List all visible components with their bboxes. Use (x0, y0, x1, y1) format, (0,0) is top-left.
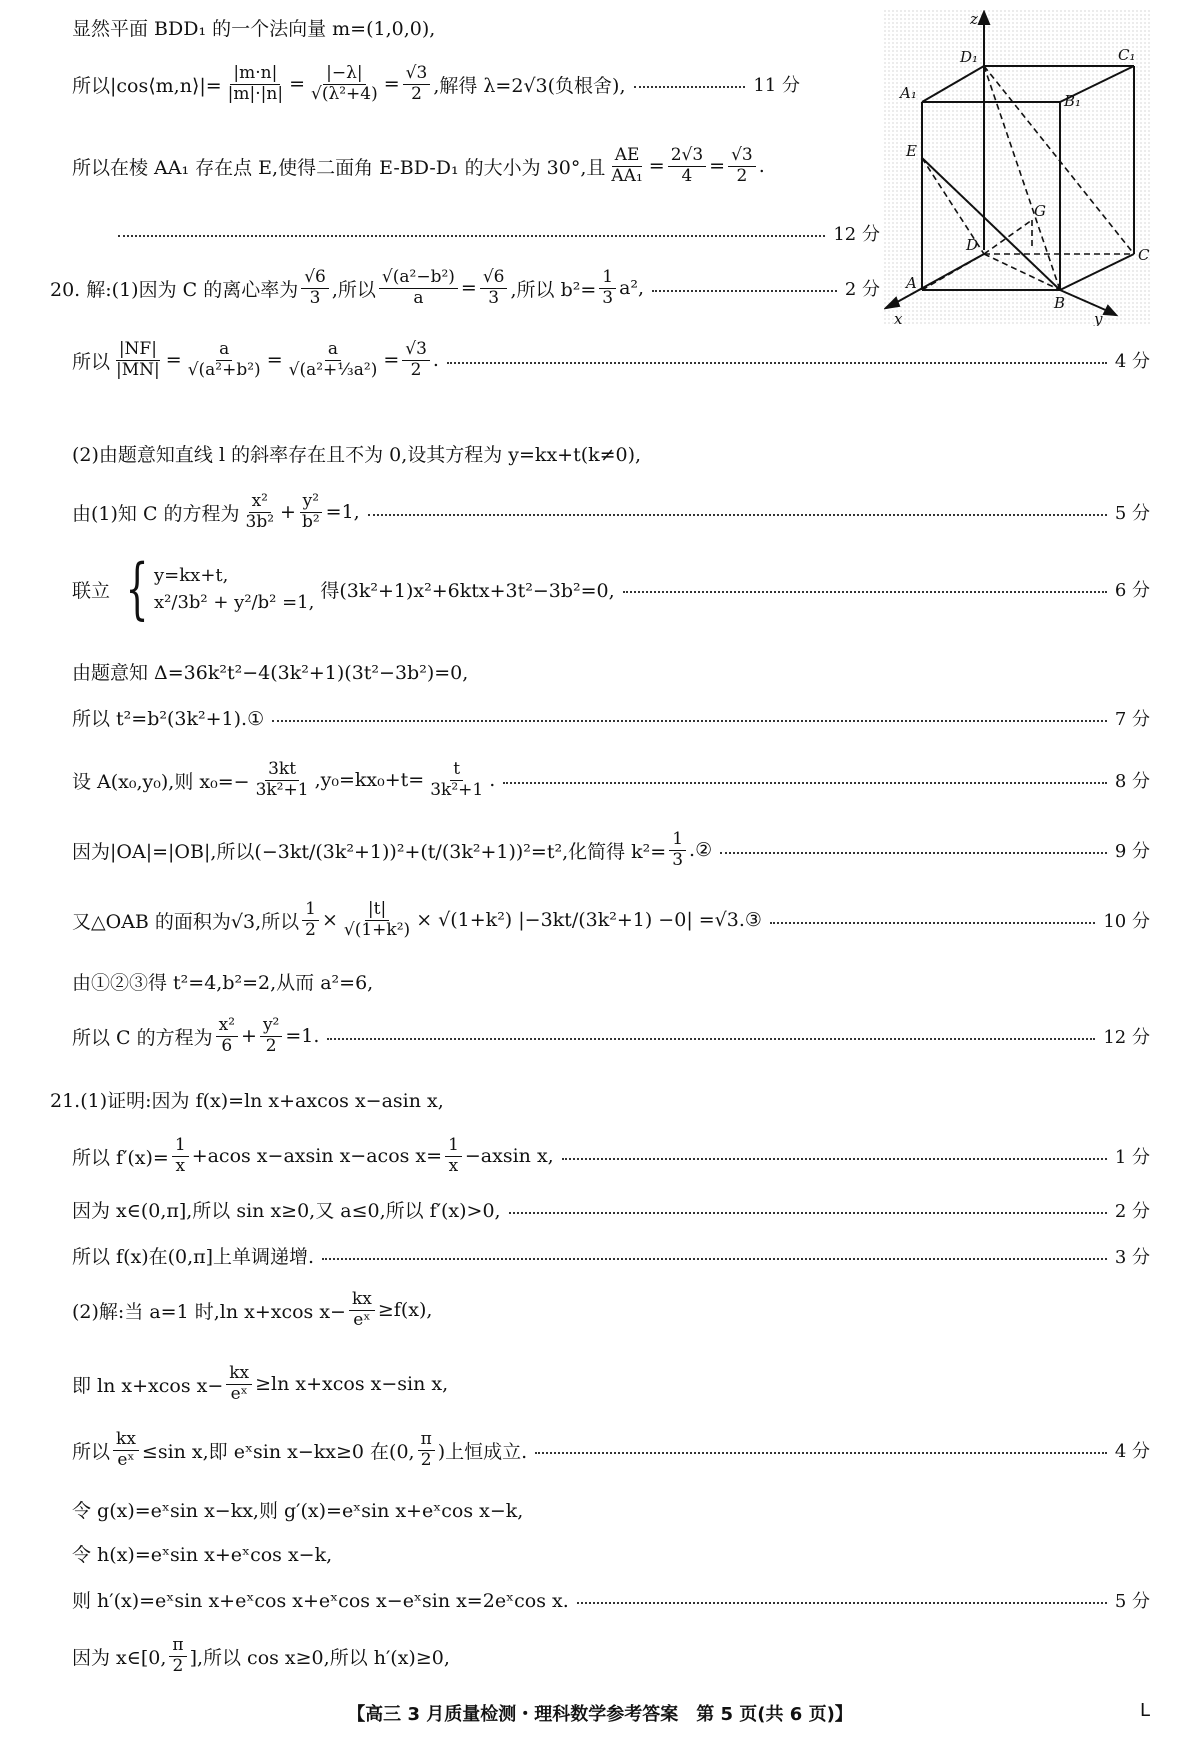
denominator: 3 (309, 287, 321, 308)
numerator: kx (349, 1290, 375, 1311)
line-text: 20. 解:(1)因为 C 的离心率为 (50, 278, 299, 301)
line-tail: × √(1+k²) |−3kt/(3k²+1) −0| =√3.③ (416, 909, 762, 932)
line-text: 所以 C 的方程为 (72, 1026, 213, 1049)
line-text: +acos x−axsin x−acos x= (191, 1145, 443, 1168)
solution-line (72, 658, 468, 685)
numerator: AE (612, 146, 643, 167)
score-label: 7 分 (1114, 708, 1150, 730)
denominator: 2 (411, 83, 422, 104)
fraction (445, 1136, 462, 1176)
numerator: |t| (365, 900, 389, 921)
score-label: 3 分 (1114, 1246, 1150, 1268)
line-text: 由①②③得 t²=4,b²=2,从而 a²=6, (72, 972, 374, 994)
denominator: x (175, 1155, 186, 1176)
solution-line (72, 1540, 332, 1567)
fraction (669, 830, 686, 870)
fraction (349, 1290, 375, 1330)
line-text: 因为|OA|=|OB|,所以(−3kt/(3k²+1))²+(t/(3k²+1))²=t²,化简得 k²= (72, 840, 667, 863)
solution-line (72, 704, 1150, 731)
score-label: 4 分 (1114, 351, 1150, 373)
numerator: π (418, 1430, 435, 1451)
line-text: 令 g(x)=eˣsin x−kx,则 g′(x)=eˣsin x+eˣcos x−k, (72, 1500, 524, 1522)
solution-line (72, 830, 1150, 870)
line-tail: . (758, 155, 765, 178)
numerator: √3 (403, 64, 431, 85)
line-text: 因为 x∈[0, (72, 1646, 167, 1669)
dot-leader (634, 86, 746, 88)
line-tail: ≥ln x+xcos x−sin x, (255, 1373, 449, 1396)
fraction (253, 760, 312, 800)
solution-line (72, 760, 1150, 800)
dot-leader (652, 290, 837, 292)
line-text: 显然平面 BDD₁ 的一个法向量 m=(1,0,0), (72, 18, 436, 40)
fraction (599, 268, 616, 308)
line-tail: −axsin x, (464, 1145, 554, 1168)
numerator: y² (300, 492, 322, 513)
line-text: ,所以 (331, 278, 376, 301)
denominator: 2 (305, 919, 316, 940)
line-text: 由题意知 Δ=36k²t²−4(3k²+1)(3t²−3b²)=0, (72, 662, 469, 684)
solution-line (72, 64, 800, 104)
footer-mark: L (1139, 1700, 1150, 1721)
numerator: kx (226, 1364, 252, 1385)
fraction (226, 1364, 252, 1404)
fraction (113, 1430, 139, 1470)
line-text: 所以 f(x)在(0,π]上单调递增. (72, 1246, 315, 1268)
solution-line (72, 1496, 523, 1523)
solution-line (72, 1636, 450, 1676)
fraction (286, 340, 381, 380)
denominator: 2 (410, 359, 422, 380)
dot-leader (503, 782, 1107, 784)
denominator: 3 (488, 287, 500, 308)
label-y: y (1094, 310, 1103, 326)
line-text: 即 ln x+xcos x− (72, 1374, 224, 1397)
fraction (113, 340, 163, 380)
plus-sign: + (280, 501, 296, 524)
solution-line (72, 1196, 1150, 1223)
dot-leader (720, 852, 1107, 854)
solution-line (72, 1016, 1150, 1056)
denominator: x (448, 1155, 459, 1176)
fraction (169, 1636, 186, 1676)
line-tail: . (489, 769, 496, 792)
denominator: √(λ²+4) (310, 83, 378, 104)
numerator: y² (260, 1016, 282, 1037)
numerator: |−λ| (323, 64, 365, 85)
line-text: 所以 (72, 1440, 111, 1463)
fraction (403, 64, 431, 104)
equals-sign: = (460, 277, 477, 300)
score-label: 2 分 (1114, 1200, 1150, 1222)
line-tail: . (432, 349, 439, 372)
solution-line (72, 550, 1150, 627)
equals-sign: = (709, 155, 726, 178)
label-b: B (1054, 294, 1066, 312)
line-text: 令 h(x)=eˣsin x+eˣcos x−k, (72, 1544, 333, 1566)
denominator: 4 (681, 165, 693, 186)
dot-leader (562, 1158, 1107, 1160)
line-text: 又△OAB 的面积为√3,所以 (72, 910, 300, 933)
equals-sign: = (383, 349, 400, 372)
numerator: √3 (728, 146, 756, 167)
score-label: 12 分 (833, 224, 880, 245)
score-label: 8 分 (1114, 771, 1150, 793)
denominator: 2 (172, 1655, 184, 1676)
numerator: x² (249, 492, 271, 513)
label-z: z (970, 10, 978, 28)
fraction (301, 268, 329, 308)
denominator: 2 (265, 1035, 277, 1056)
numerator: kx (113, 1430, 139, 1451)
line-text: (2)由题意知直线 l 的斜率存在且不为 0,设其方程为 y=kx+t(k≠0), (72, 444, 642, 466)
equals-sign: = (289, 73, 305, 96)
line-text: 因为 x∈(0,π],所以 sin x≥0,又 a≤0,所以 f′(x)>0, (72, 1200, 501, 1222)
denominator: 3b² (245, 511, 275, 532)
solution-line (110, 220, 880, 246)
denominator: |MN| (116, 359, 160, 380)
numerator: √3 (402, 340, 430, 361)
dot-leader (623, 591, 1107, 593)
equals-sign: = (648, 155, 665, 178)
fraction (302, 900, 319, 940)
fraction (216, 1016, 238, 1056)
dot-leader (577, 1602, 1107, 1604)
system-equation: x²/3b² + y²/b² =1, (154, 592, 315, 613)
label-d1: D₁ (960, 48, 979, 66)
label-e: E (906, 142, 917, 160)
fraction (402, 340, 430, 380)
equals-sign: = (383, 73, 400, 96)
solution-line (50, 1086, 444, 1113)
fraction (427, 760, 486, 800)
numerator: |m·n| (230, 64, 280, 85)
solution-line (72, 1136, 1150, 1176)
denominator: a (413, 287, 424, 308)
equals-sign: = (266, 349, 283, 372)
dot-leader (118, 235, 825, 237)
fraction (185, 340, 264, 380)
score-label: 4 分 (1114, 1441, 1150, 1463)
fraction (225, 64, 286, 104)
denominator: eˣ (353, 1309, 371, 1330)
solution-line (72, 492, 1150, 532)
score-label: 5 分 (1114, 1590, 1150, 1612)
line-tail: ],所以 cos x≥0,所以 h′(x)≥0, (189, 1646, 450, 1669)
line-tail: =1. (285, 1025, 320, 1048)
denominator: eˣ (117, 1449, 135, 1470)
dot-leader (322, 1258, 1107, 1260)
cuboid-diagram (884, 10, 1150, 326)
fraction (172, 1136, 189, 1176)
label-b1: B₁ (1064, 92, 1082, 110)
solution-line (72, 440, 641, 467)
fraction (308, 64, 381, 104)
solution-line (72, 900, 1150, 940)
solution-line (72, 968, 373, 995)
label-c: C (1138, 246, 1150, 264)
numerator: |NF| (116, 340, 160, 361)
page-footer: 【高三 3 月质量检测・理科数学参考答案 第 5 页(共 6 页)】 (347, 1704, 853, 1725)
numerator: 2√3 (668, 146, 706, 167)
left-brace: { (125, 550, 149, 627)
line-text: 所以 (72, 350, 111, 373)
denominator: 6 (221, 1035, 233, 1056)
line-text: ,y₀=kx₀+t= (314, 769, 425, 792)
line-text: 21.(1)证明:因为 f(x)=ln x+axcos x−asin x, (50, 1090, 444, 1112)
plus-sign: + (241, 1025, 257, 1048)
fraction (668, 146, 706, 186)
line-text: 所以|cos⟨m,n⟩|= (72, 74, 222, 97)
score-label: 5 分 (1114, 503, 1150, 525)
line-tail: a², (619, 277, 645, 300)
equals-sign: = (165, 349, 182, 372)
denominator: 3 (602, 287, 614, 308)
score-label: 2 分 (844, 279, 880, 301)
dot-leader (770, 922, 1095, 924)
numerator: 1 (669, 830, 686, 851)
denominator: |m|·|n| (227, 83, 284, 104)
line-text: ,所以 b²= (510, 278, 597, 301)
numerator: a (216, 340, 232, 361)
fraction (480, 268, 508, 308)
times-sign: × (321, 909, 338, 932)
score-label: 9 分 (1114, 841, 1150, 863)
score-label: 6 分 (1114, 580, 1150, 601)
numerator: a (325, 340, 341, 361)
dot-leader (447, 362, 1107, 364)
denominator: 3 (672, 849, 684, 870)
numerator: √6 (301, 268, 329, 289)
label-a1: A₁ (900, 84, 917, 102)
denominator: 3k²+1 (255, 779, 309, 800)
fraction (260, 1016, 282, 1056)
numerator: 1 (445, 1136, 462, 1157)
dot-leader (368, 514, 1107, 516)
denominator: 3k²+1 (430, 779, 484, 800)
label-g: G (1034, 202, 1046, 220)
line-tail: 得(3k²+1)x²+6ktx+3t²−3b²=0, (320, 579, 615, 602)
numerator: π (169, 1636, 186, 1657)
solution-line (50, 268, 880, 308)
line-tail: =1, (325, 501, 360, 524)
denominator: b² (301, 511, 320, 532)
denominator: eˣ (230, 1383, 248, 1404)
line-tail: )上恒成立. (437, 1440, 528, 1463)
line-tail: .② (689, 839, 713, 862)
score-label: 11 分 (753, 75, 800, 97)
denominator: AA₁ (611, 165, 643, 186)
score-label: 1 分 (1114, 1147, 1150, 1169)
fraction (728, 146, 756, 186)
label-a: A (906, 274, 917, 292)
line-text: 联立 (72, 579, 111, 602)
score-label: 10 分 (1103, 911, 1150, 933)
system-equation: y=kx+t, (154, 565, 229, 586)
denominator: 2 (736, 165, 748, 186)
numerator: 1 (302, 900, 319, 921)
solution-line (72, 340, 1150, 380)
label-c1: C₁ (1118, 46, 1136, 64)
dot-leader (509, 1212, 1107, 1214)
numerator: t (450, 760, 463, 781)
fraction (243, 492, 278, 532)
solution-line (72, 146, 765, 186)
denominator: √(a²+b²) (187, 359, 261, 380)
fraction (341, 900, 413, 940)
dot-leader (535, 1452, 1107, 1454)
solution-line (72, 1242, 1150, 1269)
numerator: 1 (599, 268, 616, 289)
denominator: 2 (420, 1449, 432, 1470)
label-d: D (966, 236, 979, 254)
solution-line (72, 14, 435, 41)
line-text: 由(1)知 C 的方程为 (72, 502, 240, 525)
numerator: 3kt (265, 760, 299, 781)
line-text: ≤sin x,即 eˣsin x−kx≥0 在(0, (141, 1440, 415, 1463)
dot-leader (327, 1038, 1095, 1040)
line-text: 则 h′(x)=eˣsin x+eˣcos x+eˣcos x−eˣsin x=2eˣcos x. (72, 1590, 569, 1612)
line-text: (2)解:当 a=1 时,ln x+xcos x− (72, 1300, 346, 1323)
fraction (418, 1430, 435, 1470)
solution-line (72, 1430, 1150, 1470)
solution-line (72, 1364, 448, 1404)
label-x: x (894, 310, 903, 326)
line-tail: ,解得 λ=2√3(负根舍), (433, 74, 626, 97)
fraction (299, 492, 323, 532)
line-text: 所以 t²=b²(3k²+1).① (72, 708, 265, 730)
numerator: √(a²−b²) (379, 268, 458, 289)
line-text: 设 A(x₀,y₀),则 x₀=− (72, 770, 250, 793)
line-text: 所以 f′(x)= (72, 1146, 169, 1169)
line-text: 所以在棱 AA₁ 存在点 E,使得二面角 E-BD-D₁ 的大小为 30°,且 (72, 156, 606, 179)
denominator: √(a²+⅓a²) (288, 359, 378, 380)
fraction (379, 268, 458, 308)
line-tail: ≥f(x), (377, 1299, 433, 1322)
denominator: √(1+k²) (343, 919, 411, 940)
diagram-background (884, 10, 1150, 326)
numerator: x² (216, 1016, 238, 1037)
solution-line (72, 1586, 1150, 1613)
equation-system (116, 550, 315, 627)
numerator: 1 (172, 1136, 189, 1157)
score-label: 12 分 (1103, 1027, 1150, 1049)
dot-leader (272, 720, 1107, 722)
numerator: √6 (480, 268, 508, 289)
fraction (608, 146, 645, 186)
solution-line (72, 1290, 432, 1330)
